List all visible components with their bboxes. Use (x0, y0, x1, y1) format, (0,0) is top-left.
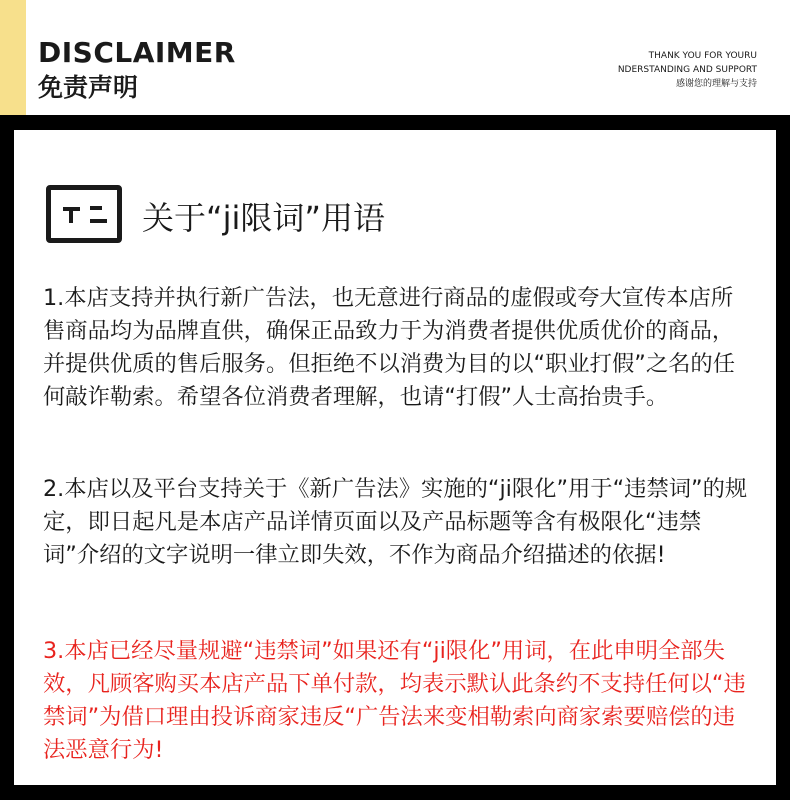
thanks-line-2: NDERSTANDING AND SUPPORT (617, 65, 757, 75)
disclaimer-title-cn: 免责声明 (38, 73, 139, 102)
clause-2: 2.本店以及平台支持关于《新广告法》实施的“ji限化”用于“违禁词”的规定，即日起凡是本店产品详情页面以及产品标题等含有极限化“违禁词”介绍的文字说明一律立即失效，不作为商品介绍描述的依据! (43, 476, 748, 568)
clause-1: 1.本店支持并执行新广告法，也无意进行商品的虚假或夸大宣传本店所售商品均为品牌直供，确保正品致力于为消费者提供优质优价的商品，并提供优质的售后服务。但拒绝不以消费为目的以“职业打假”之名的任何敲诈勒索。希望各位消费者理解，也请“打假”人士高抬贵手。 (43, 285, 736, 410)
accent-bar (0, 0, 26, 115)
tt-logo-icon (46, 185, 122, 243)
content-panel (14, 130, 776, 785)
section-title: 关于“ji限词”用语 (142, 199, 385, 237)
clause-3-warning: 3.本店已经尽量规避“违禁词”如果还有“ji限化”用词，在此申明全部失效，凡顾客购买本店产品下单付款，均表示默认此条约不支持任何以“违禁词”为借口理由投诉商家违反“广告法来变相勒索向商家索要赔偿的违法恶意行为! (43, 638, 746, 763)
content-frame (0, 115, 790, 800)
thanks-line-3: 感谢您的理解与支持 (675, 79, 757, 89)
disclaimer-title-en: DISCLAIMER (38, 36, 236, 69)
thanks-note (618, 49, 757, 91)
thanks-line-1: THANK YOU FOR YOURU (648, 51, 757, 61)
